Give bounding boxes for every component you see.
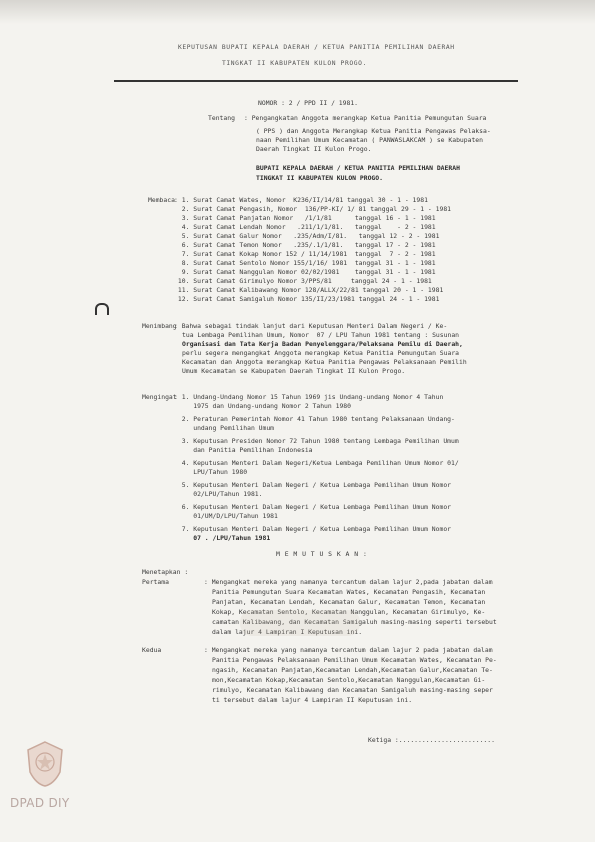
mengingat-line-4: undang Pemilihan Umum bbox=[174, 424, 275, 432]
tentang-line-4: Daerah Tingkat II Kulon Progo. bbox=[256, 145, 372, 153]
mengingat-line-12: 01/UM/D/LPU/Tahun 1981 bbox=[174, 512, 278, 520]
tentang-line-2: ( PPS ) dan Anggota Merangkap Ketua Panitia Pengawas Pelaksa- bbox=[256, 127, 491, 135]
mengingat-line-14: 07 . /LPU/Tahun 1981 bbox=[174, 534, 271, 542]
membaca-item-9: 9. Surat Camat Nanggulan Nomor 02/02/1981 tanggal 31 - 1 - 1981 bbox=[174, 268, 436, 276]
mengingat-line-9: 5. Keputusan Menteri Dalam Negeri / Ketua Lembaga Pemilihan Umum Nomor bbox=[174, 481, 452, 489]
menimbang-line-6: Umum Kecamatan se Kabupaten Daerah Tingkat II Kulon Progo. bbox=[182, 367, 406, 375]
archive-watermark: DPAD DIY bbox=[10, 796, 70, 810]
kedua-label: Kedua bbox=[142, 646, 162, 654]
mengingat-line-7: 4. Keputusan Menteri Dalam Negeri/Ketua Lembaga Pemilihan Umum Nomor 01/ bbox=[174, 459, 459, 467]
header-rule bbox=[114, 80, 518, 82]
mengingat-line-1: : 1. Undang-Undang Nomor 15 Tahun 1969 jis Undang-undang Nomor 4 Tahun bbox=[174, 393, 444, 401]
kedua-line-6: ti tersebut dalam lajur 4 Lampiran II Keputusan ini. bbox=[212, 696, 413, 704]
scan-edge-shade bbox=[0, 0, 595, 24]
membaca-item-11: 11. Surat Camat Kalibawang Nomor 128/ALLX/22/81 tanggal 20 - 1 - 1981 bbox=[174, 286, 444, 294]
pertama-line-5: camatan Kalibawang, dan Kecamatan Samigaluh masing-masing seperti tersebut bbox=[212, 618, 497, 626]
regional-seal-icon bbox=[24, 740, 66, 788]
menimbang-line-1: : Bahwa sebagai tindak lanjut dari Keputusan Menteri Dalam Negeri / Ke- bbox=[174, 322, 448, 330]
menimbang-line-4: perlu segera mengangkat Anggota merangkap Ketua Panitia Pemungutan Suara bbox=[182, 349, 460, 357]
kedua-line-4: mon,Kecamatan Kokap,Kecamatan Sentolo,Kecamatan Nanggulan,Kecamatan Gi- bbox=[212, 676, 486, 684]
membaca-item-12: 12. Surat Camat Samigaluh Nomor 135/II/23/1981 tanggal 24 - 1 - 1981 bbox=[174, 295, 440, 303]
membaca-item-7: 7. Surat Camat Kokap Nomor 152 / 11/14/1981 tanggal 7 - 2 - 1981 bbox=[174, 250, 436, 258]
mengingat-line-11: 6. Keputusan Menteri Dalam Negeri / Ketua Lembaga Pemilihan Umum Nomor bbox=[174, 503, 452, 511]
paper-stain bbox=[240, 610, 360, 636]
pertama-line-6: dalam lajur 4 Lampiran I Keputusan ini. bbox=[212, 628, 363, 636]
mengingat-line-3: 2. Peraturan Pemerintah Nomor 41 Tahun 1980 tentang Pelaksanaan Undang- bbox=[174, 415, 455, 423]
ketiga-line: Ketiga :......................... bbox=[368, 736, 495, 744]
membaca-item-1: : 1. Surat Camat Wates, Nomor K236/II/14/81 tanggal 30 - 1 - 1981 bbox=[174, 196, 428, 204]
pertama-label: Pertama bbox=[142, 578, 169, 586]
menimbang-line-3: Organisasi dan Tata Kerja Badan Penyelenggara/Pelaksana Pemilu di Daerah, bbox=[182, 340, 463, 348]
menetapkan-label: Menetapkan : bbox=[142, 568, 189, 576]
membaca-item-6: 6. Surat Camat Temon Nomor .235/.1/1/81. tanggal 17 - 2 - 1981 bbox=[174, 241, 436, 249]
mengingat-line-2: 1975 dan Undang-undang Nomor 2 Tahun 1980 bbox=[174, 402, 351, 410]
decree-number: NOMOR : 2 / PPD II / 1981. bbox=[258, 99, 359, 107]
membaca-item-10: 10. Surat Camat Girimulyo Nomor 3/PPS/81 tanggal 24 - 1 - 1981 bbox=[174, 277, 432, 285]
kedua-line-3: ngasih, Kecamatan Panjatan,Kecamatan Lendah,Kecamatan Galur,Kecamatan Te- bbox=[212, 666, 493, 674]
kedua-line-1: : Mengangkat mereka yang namanya tercantum dalam lajur 2 pada jabatan dalam bbox=[204, 646, 493, 654]
header-line-1: KEPUTUSAN BUPATI KEPALA DAERAH / KETUA PANITIA PEMILIHAN DAERAH bbox=[178, 44, 455, 51]
pertama-line-1: : Mengangkat mereka yang namanya tercantum dalam lajur 2,pada jabatan dalam bbox=[204, 578, 493, 586]
membaca-item-5: 5. Surat Camat Galur Nomor .235/Adm/I/81. tanggal 12 - 2 - 1981 bbox=[174, 232, 440, 240]
official-line-1: BUPATI KEPALA DAERAH / KETUA PANITIA PEMILIHAN DAERAH bbox=[256, 164, 460, 172]
tentang-label: Tentang bbox=[208, 114, 235, 122]
margin-mark bbox=[95, 303, 109, 315]
header-line-2: TINGKAT II KABUPATEN KULON PROGO. bbox=[222, 60, 367, 67]
menimbang-label: Menimbang bbox=[142, 322, 177, 330]
mengingat-line-13: 7. Keputusan Menteri Dalam Negeri / Ketua Lembaga Pemilihan Umum Nomor bbox=[174, 525, 452, 533]
memutuskan-heading: M E M U T U S K A N : bbox=[276, 550, 368, 558]
menimbang-line-2: tua Lembaga Pemilihan Umum, Nomor 07 / LPU Tahun 1981 tentang : Susunan bbox=[182, 331, 460, 339]
membaca-item-4: 4. Surat Camat Lendah Nomor .211/1/1/81. tanggal - 2 - 1981 bbox=[174, 223, 436, 231]
membaca-item-2: 2. Surat Camat Pengasih, Nomor 136/PP-KI/ 1/ 81 tanggal 29 - 1 - 1981 bbox=[174, 205, 452, 213]
official-line-2: TINGKAT II KABUPATEN KULON PROGO. bbox=[256, 174, 383, 182]
membaca-item-8: 8. Surat Camat Sentolo Nomor 155/1/16/ 1981 tanggal 31 - 1 - 1981 bbox=[174, 259, 436, 267]
tentang-line-3: naan Pemilihan Umum Kecamatan ( PANWASLAKCAM ) se Kabupaten bbox=[256, 136, 484, 144]
kedua-line-5: rimulyo, Kecamatan Kalibawang dan Kecamatan Samigaluh masing-masing seper bbox=[212, 686, 493, 694]
pertama-line-2: Panitia Pemungutan Suara Kecamatan Wates, Kecamatan Pengasih, Kecamatan bbox=[212, 588, 486, 596]
tentang-line-1: : Pengangkatan Anggota merangkap Ketua Panitia Pemungutan Suara bbox=[244, 114, 487, 122]
membaca-item-3: 3. Surat Camat Panjatan Nomor /1/1/81 tanggal 16 - 1 - 1981 bbox=[174, 214, 436, 222]
mengingat-label: Mengingat bbox=[142, 393, 177, 401]
membaca-label: Membaca bbox=[148, 196, 175, 204]
pertama-line-3: Panjatan, Kecamatan Lendah, Kecamatan Galur, Kecamatan Temon, Kecamatan bbox=[212, 598, 486, 606]
mengingat-line-5: 3. Keputusan Presiden Nomor 72 Tahun 1980 tentang Lembaga Pemilihan Umum bbox=[174, 437, 459, 445]
mengingat-line-8: LPU/Tahun 1980 bbox=[174, 468, 248, 476]
menimbang-line-5: Kecamatan dan Anggota merangkap Ketua Panitia Pengawas Pelaksanaan Pemilih bbox=[182, 358, 467, 366]
pertama-line-4: Kokap, Kecamatan Sentolo, Kecamatan Nanggulan, Kecamatan Girimulyo, Ke- bbox=[212, 608, 486, 616]
mengingat-line-6: dan Panitia Pemilihan Indonesia bbox=[174, 446, 313, 454]
kedua-line-2: Panitia Pengawas Pelaksanaan Pemilihan Umum Kecamatan Wates, Kecamatan Pe- bbox=[212, 656, 497, 664]
mengingat-line-10: 02/LPU/Tahun 1981. bbox=[174, 490, 263, 498]
